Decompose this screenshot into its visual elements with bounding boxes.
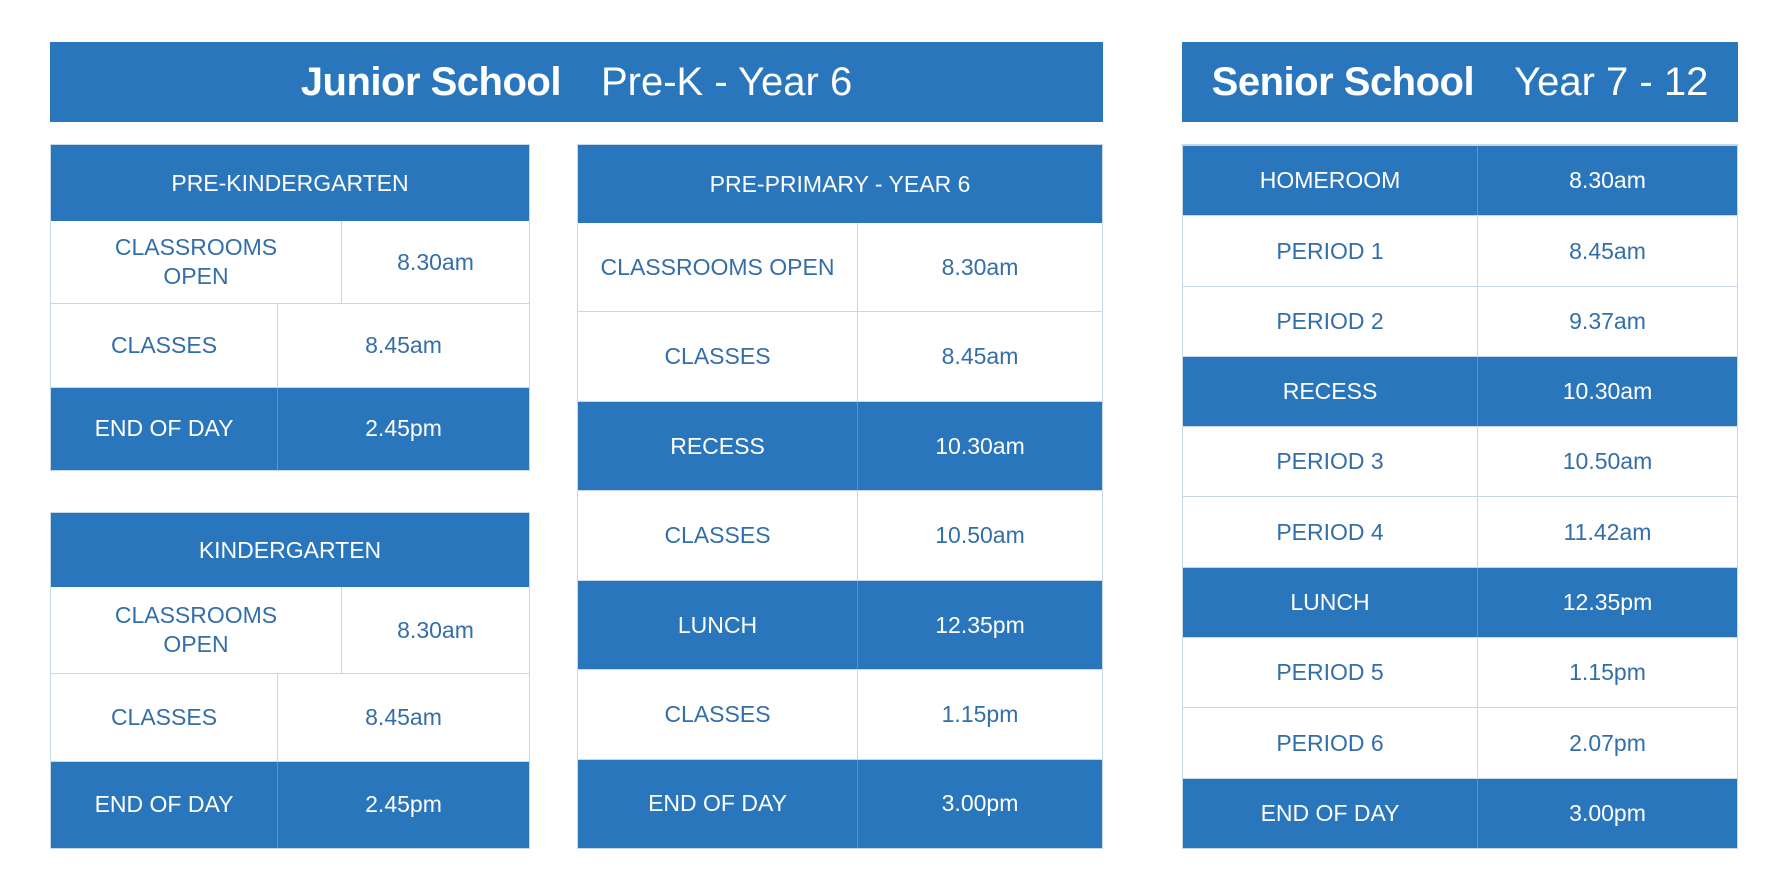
table-row	[1183, 426, 1737, 496]
table-row	[578, 223, 1102, 311]
row-time: 9.37am	[1477, 287, 1737, 356]
row-label: END OF DAY	[648, 790, 787, 817]
table-row	[51, 303, 529, 386]
table-row	[1183, 145, 1737, 215]
table-row	[1183, 637, 1737, 707]
senior-title: Senior School	[1211, 59, 1475, 104]
prek-table	[50, 144, 530, 471]
junior-title: Junior School	[300, 59, 561, 104]
table-row	[578, 669, 1102, 758]
row-label: END OF DAY	[94, 415, 234, 442]
row-time: 8.30am	[341, 221, 529, 303]
row-label: PERIOD 6	[1276, 729, 1384, 756]
table-row	[1183, 707, 1737, 777]
row-label: CLASSES	[110, 332, 218, 359]
row-time: 8.45am	[1477, 216, 1737, 285]
row-time: 2.45pm	[277, 388, 529, 470]
table-row	[578, 759, 1102, 848]
row-label: CLASSES	[664, 700, 771, 727]
row-label: PERIOD 5	[1276, 659, 1384, 686]
row-time: 3.00pm	[1477, 779, 1737, 848]
row-time: 12.35pm	[1477, 568, 1737, 637]
row-time: 10.30am	[857, 402, 1102, 490]
row-time: 1.15pm	[857, 670, 1102, 758]
prek-header: PRE-KINDERGARTEN	[51, 145, 529, 221]
table-row	[1183, 778, 1737, 848]
row-label: CLASSES	[110, 704, 218, 731]
kindergarten-header: KINDERGARTEN	[51, 513, 529, 587]
table-row	[51, 673, 529, 760]
table-row	[51, 221, 529, 303]
table-row	[578, 401, 1102, 490]
table-row	[578, 490, 1102, 579]
row-label: CLASSROOMS OPEN	[114, 602, 278, 658]
row-time: 8.30am	[341, 587, 529, 673]
row-label: END OF DAY	[94, 791, 234, 818]
row-label: CLASSROOMS OPEN	[114, 234, 278, 290]
senior-table	[1182, 144, 1738, 849]
table-row	[1183, 286, 1737, 356]
row-time: 10.30am	[1477, 357, 1737, 426]
row-label: RECESS	[1282, 378, 1378, 405]
row-label: CLASSROOMS OPEN	[600, 253, 835, 280]
row-time: 1.15pm	[1477, 638, 1737, 707]
row-label: END OF DAY	[1260, 799, 1400, 826]
row-label: RECESS	[670, 432, 765, 459]
row-label: PERIOD 2	[1276, 307, 1384, 334]
row-label: LUNCH	[677, 611, 758, 638]
table-row	[1183, 496, 1737, 566]
row-label: PERIOD 1	[1276, 237, 1384, 264]
row-label: PERIOD 3	[1276, 448, 1384, 475]
row-time: 2.45pm	[277, 762, 529, 848]
row-time: 10.50am	[857, 491, 1102, 579]
row-time: 10.50am	[1477, 427, 1737, 496]
preprimary-table	[577, 144, 1103, 849]
row-label: LUNCH	[1290, 589, 1370, 616]
row-label: CLASSES	[664, 522, 771, 549]
row-label: PERIOD 4	[1276, 518, 1384, 545]
row-time: 3.00pm	[857, 760, 1102, 848]
row-time: 8.45am	[277, 304, 529, 386]
row-time: 12.35pm	[857, 581, 1102, 669]
row-time: 8.30am	[857, 223, 1102, 311]
senior-school-banner	[1182, 42, 1738, 122]
row-time: 8.45am	[277, 674, 529, 760]
row-label: HOMEROOM	[1259, 167, 1401, 194]
preprimary-header: PRE-PRIMARY - YEAR 6	[578, 145, 1102, 223]
row-time: 11.42am	[1477, 497, 1737, 566]
junior-school-banner	[50, 42, 1103, 122]
row-time: 8.45am	[857, 312, 1102, 400]
row-label: CLASSES	[664, 343, 771, 370]
table-row	[578, 580, 1102, 669]
junior-range: Pre-K - Year 6	[600, 59, 853, 104]
table-row	[1183, 356, 1737, 426]
table-row	[51, 761, 529, 848]
table-row	[1183, 215, 1737, 285]
row-time: 2.07pm	[1477, 708, 1737, 777]
kindergarten-table	[50, 512, 530, 849]
senior-range: Year 7 - 12	[1514, 59, 1709, 104]
table-row	[51, 587, 529, 673]
table-row	[51, 387, 529, 470]
row-time: 8.30am	[1477, 146, 1737, 215]
table-row	[1183, 567, 1737, 637]
table-row	[578, 311, 1102, 400]
